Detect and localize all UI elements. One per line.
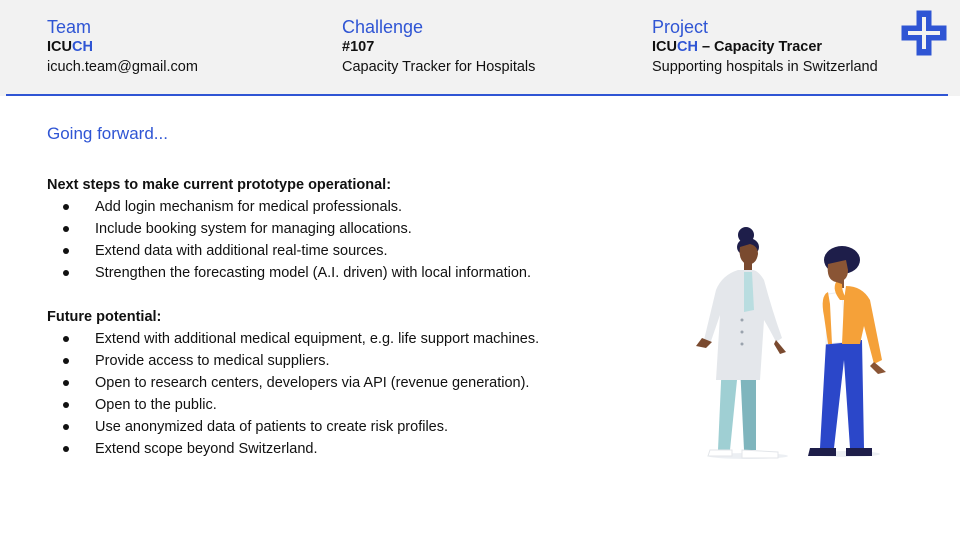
list-item-text: Extend with additional medical equipment, e.g. life support machines. bbox=[95, 331, 540, 347]
team-name-part1: ICU bbox=[47, 39, 72, 55]
list-item bbox=[47, 196, 627, 218]
bullet-dot-icon bbox=[63, 336, 69, 342]
list-item bbox=[47, 350, 627, 372]
project-name-part1: ICU bbox=[652, 39, 677, 55]
list-item-text: Extend data with additional real-time sources. bbox=[95, 243, 388, 259]
header-divider bbox=[6, 94, 948, 96]
bullet-dot-icon bbox=[63, 204, 69, 210]
bullet-dot-icon bbox=[63, 248, 69, 254]
challenge-name: Capacity Tracker for Hospitals bbox=[342, 59, 536, 75]
doctors-illustration bbox=[660, 220, 910, 470]
bullet-dot-icon bbox=[63, 226, 69, 232]
list-item bbox=[47, 416, 627, 438]
project-name-part3: – Capacity Tracer bbox=[697, 39, 823, 55]
list-item bbox=[47, 372, 627, 394]
challenge-title: Challenge bbox=[342, 17, 424, 37]
team-name-part2: CH bbox=[71, 39, 93, 55]
list-item-text: Add login mechanism for medical professionals. bbox=[95, 199, 403, 215]
next-steps-heading: Next steps to make current prototype operational: bbox=[47, 177, 392, 193]
challenge-number: #107 bbox=[342, 39, 375, 55]
list-item bbox=[47, 218, 627, 240]
bullet-dot-icon bbox=[63, 446, 69, 452]
next-steps-list bbox=[47, 196, 627, 284]
project-subtitle: Supporting hospitals in Switzerland bbox=[652, 59, 878, 75]
project-column bbox=[652, 16, 878, 77]
list-item-text: Use anonymized data of patients to create risk profiles. bbox=[95, 419, 449, 435]
list-item-text: Provide access to medical suppliers. bbox=[95, 353, 330, 369]
future-potential-heading: Future potential: bbox=[47, 309, 162, 325]
bullet-dot-icon bbox=[63, 402, 69, 408]
list-item-text: Open to research centers, developers via API (revenue generation). bbox=[95, 375, 530, 391]
section-title: Going forward... bbox=[47, 124, 168, 143]
challenge-column bbox=[342, 16, 535, 77]
bullet-dot-icon bbox=[63, 358, 69, 364]
future-potential-list bbox=[47, 328, 627, 460]
project-name bbox=[652, 38, 878, 57]
bullet-dot-icon bbox=[63, 270, 69, 276]
project-title: Project bbox=[652, 17, 709, 37]
team-column bbox=[47, 16, 198, 77]
list-item-text: Open to the public. bbox=[95, 397, 217, 413]
doctor-figure bbox=[696, 227, 786, 458]
bullet-dot-icon bbox=[63, 380, 69, 386]
header-bar bbox=[0, 0, 960, 96]
team-email: icuch.team@gmail.com bbox=[47, 59, 198, 75]
future-potential-block bbox=[47, 306, 627, 460]
list-item bbox=[47, 394, 627, 416]
list-item bbox=[47, 240, 627, 262]
list-item-text: Strengthen the forecasting model (A.I. driven) with local information. bbox=[95, 265, 532, 281]
team-title: Team bbox=[47, 17, 92, 37]
list-item bbox=[47, 438, 627, 460]
list-item-text: Include booking system for managing allocations. bbox=[95, 221, 412, 237]
list-item bbox=[47, 262, 627, 284]
medical-cross-logo-icon bbox=[901, 10, 947, 56]
team-name bbox=[47, 38, 198, 57]
next-steps-block bbox=[47, 174, 627, 284]
list-item-text: Extend scope beyond Switzerland. bbox=[95, 441, 318, 457]
colleague-figure bbox=[808, 246, 886, 456]
list-item bbox=[47, 328, 627, 350]
bullet-dot-icon bbox=[63, 424, 69, 430]
project-name-part2: CH bbox=[676, 39, 698, 55]
